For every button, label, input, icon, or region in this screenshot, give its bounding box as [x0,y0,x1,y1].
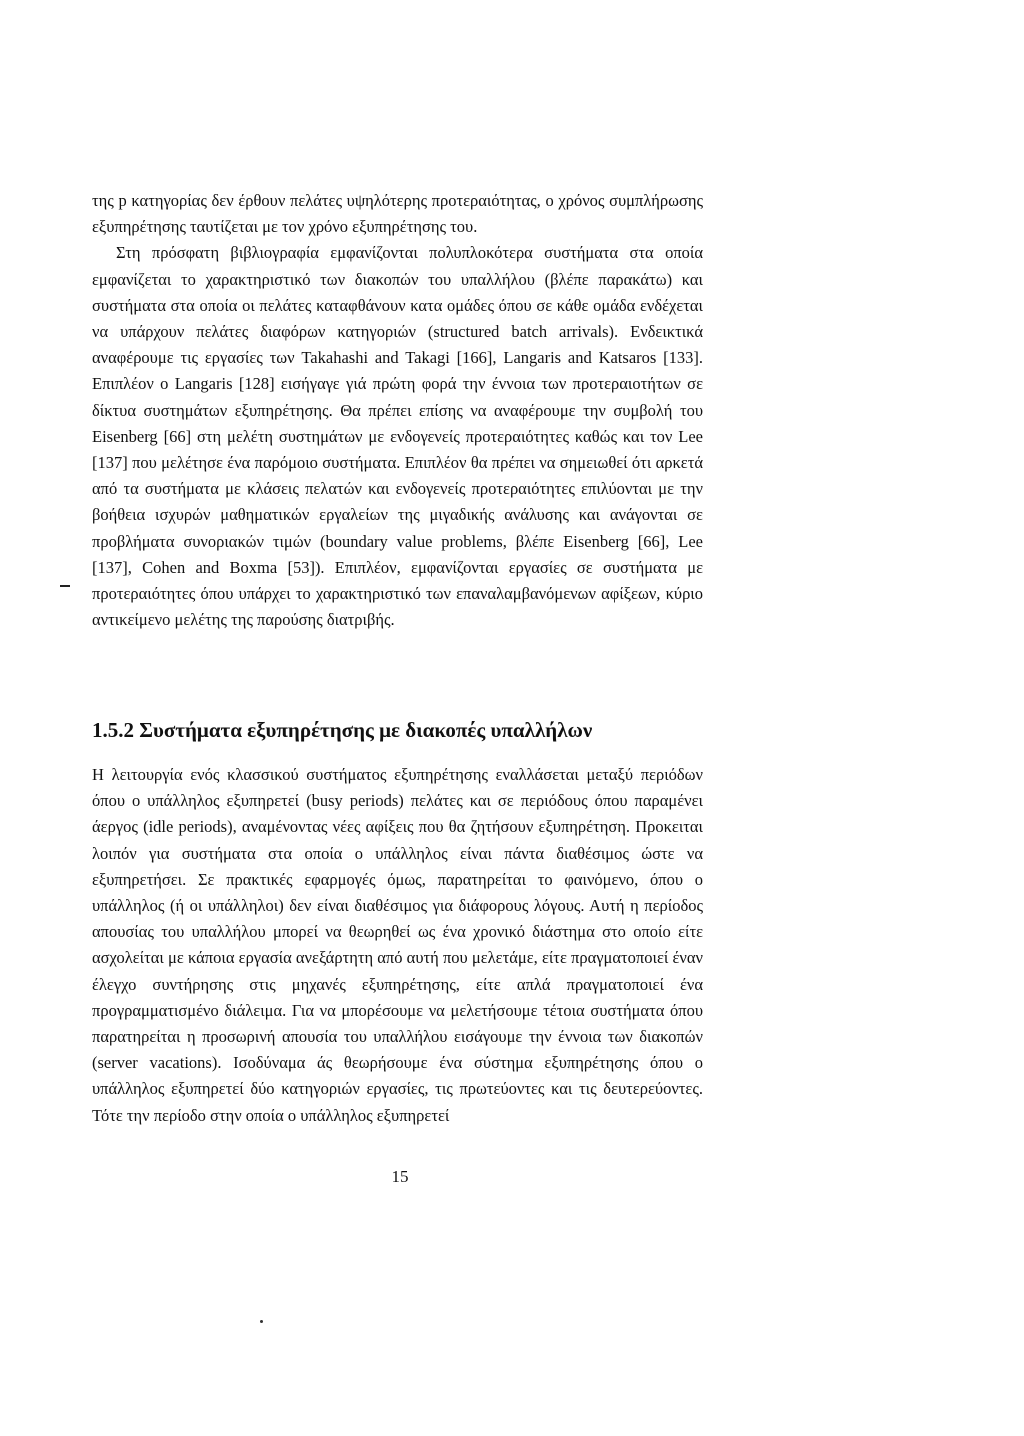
paragraph-bottom [92,762,703,1129]
paragraph-vacations: Η λειτουργία ενός κλασσικού συστήματος εξυπηρέτησης εναλλάσεται μεταξύ περιόδων όπου ο υπάλληλος εξυπηρετεί (busy periods) πελάτες και σε περιόδους όπου παραμένει άεργος (idle periods), αναμένοντας νέες αφίξεις που θα ζητήσουν εξυπηρέτηση. Προκειται λοιπόν για συστήματα στα οποία ο υπάλληλος είναι πάντα διαθέσιμος ώστε να εξυπηρετήσει. Σε πρακτικές εφαρμογές όμως, παρατηρείται το φαινόμενο, όπου ο υπάλληλος (ή οι υπάλληλοι) δεν είναι διαθέσιμος για διάφορους λόγους. Αυτή η περίοδος απουσίας του υπαλλήλου μπορεί να θεωρηθεί ως ένα χρονικό διάστημα στο οποίο είτε ασχολείται με κάποια εργασία ανεξάρτητη από αυτή που μελετάμε, είτε πραγματοποιεί έναν έλεγχο συντήρησης στις μηχανές εξυπηρέτησης, είτε απλά πραγματοποιεί ένα προγραμματισμένο διάλειμα. Για να μπορέσουμε να μελετήσουμε τέτοια συστήματα όπου παρατηρείται η προσωρινή απουσία του υπαλλήλου εισάγουμε την έννοια των διακοπών (server vacations). Ισοδύναμα άς θεωρήσουμε ένα σύστημα εξυπηρέτησης όπου ο υπάλληλος εξυπηρετεί δύο κατηγοριών εργασίες, τις πρωτεύοντες και τις δευτερεύοντες. Τότε την περίοδο στην οποία ο υπάλληλος εξυπηρετεί [92,765,703,1125]
paragraph-top [92,188,703,633]
paragraph-literature: Στη πρόσφατη βιβλιογραφία εμφανίζονται πολυπλοκότερα συστήματα στα οποία εμφανίζεται το χαρακτηριστικό των διακοπών του υπαλλήλου (βλέπε παρακάτω) και συστήματα στα οποία οι πελάτες καταφθάνουν κατα ομάδες όπου σε κάθε ομάδα ενδέχεται να υπάρχουν πελάτες διαφόρων κατηγοριών (structured batch arrivals). Ενδεικτικά αναφέρουμε τις εργασίες των Takahashi and Takagi [166], Langaris and Katsaros [133]. Επιπλέον ο Langaris [128] εισήγαγε γιά πρώτη φορά την έννοια των προτεραιοτήτων σε δίκτυα συστημάτων εξυπηρέτησης. Θα πρέπει επίσης να αναφέρουμε την συμβολή του Eisenberg [66] στη μελέτη συστημάτων με ενδογενείς προτεραιότητες καθώς και τον Lee [137] που μελέτησε ένα παρόμοιο συστήματα. Επιπλέον θα πρέπει να σημειωθεί ότι αρκετά από τα συστήματα με κλάσεις πελατών και ενδογενείς προτεραιότητες επιλύονται με την βοήθεια ισχυρών μαθηματικών εργαλείων της μιγαδικής ανάλυσης και ανάγονται σε προβλήματα συνοριακών τιμών (boundary value problems, βλέπε Eisenberg [66], Lee [137], Cohen and Boxma [53]). Επιπλέον, εμφανίζονται εργασίες σε συστήματα με προτεραιότητες όπου υπάρχει το χαρακτηριστικό των επαναλαμβανόμενων αφίξεων, κύριο αντικείμενο μελέτης της παρούσης διατριβής. [92,243,703,630]
page-number: 15 [391,1167,409,1186]
scan-speck [260,1320,263,1323]
section-heading: 1.5.2 Συστήματα εξυπηρέτησης με διακοπές υπαλλήλων [92,718,593,742]
margin-mark-dash [60,585,70,587]
paragraph-continued: της p κατηγορίας δεν έρθουν πελάτες υψηλότερης προτεραιότητας, ο χρόνος συμπλήρωσης εξυπηρέτησης ταυτίζεται με τον χρόνο εξυπηρέτησης του. [92,191,703,237]
